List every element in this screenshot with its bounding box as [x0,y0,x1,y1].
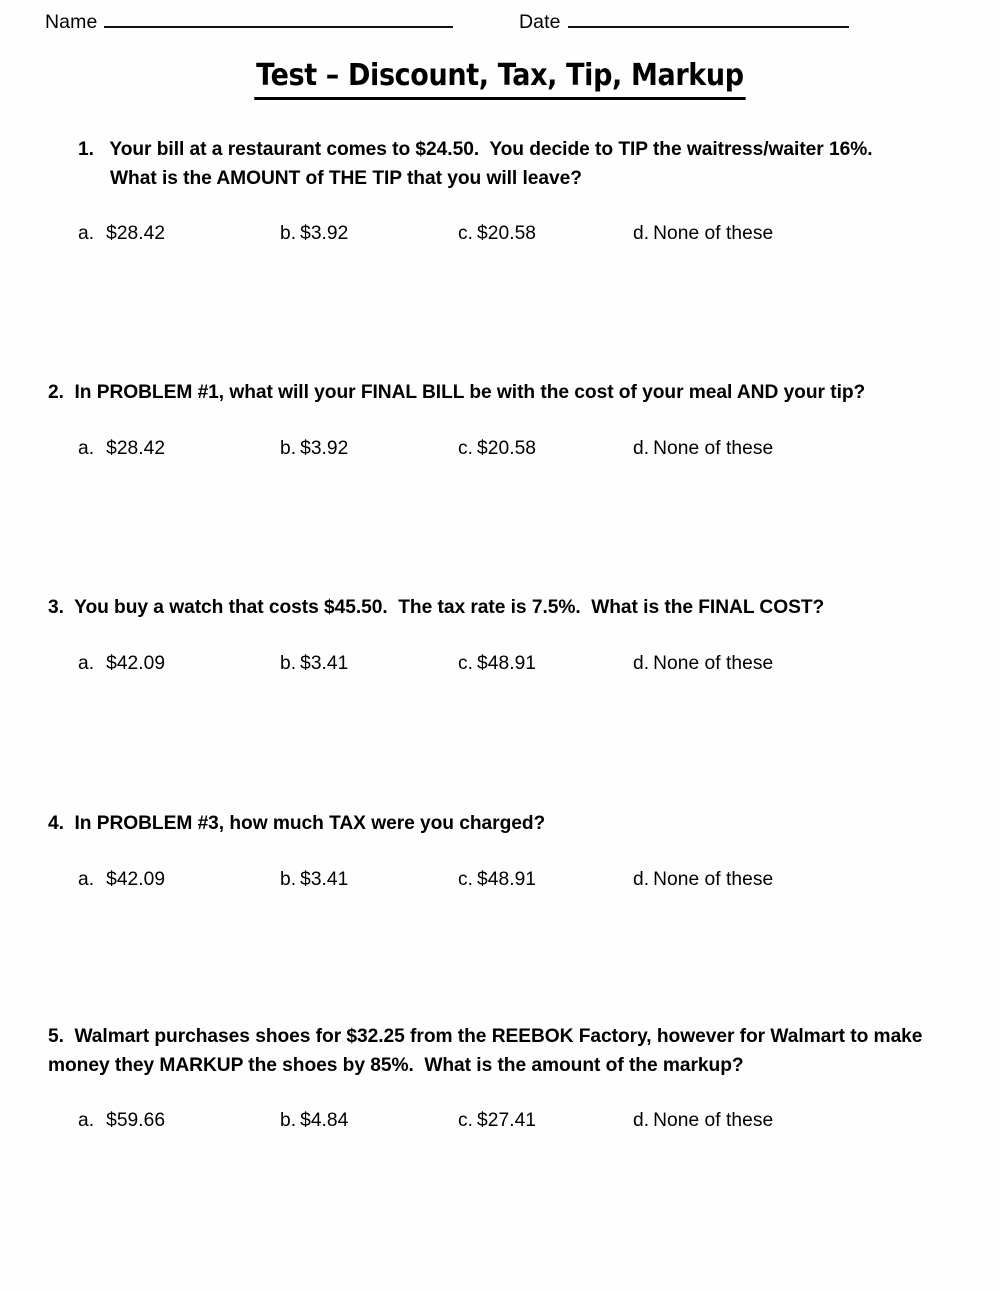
choice-4-a[interactable] [78,865,165,895]
name-write-line[interactable] [104,8,453,28]
choice-4-b-letter: b. [280,868,297,890]
choice-2-a[interactable] [78,434,165,464]
choice-2-c-letter: c. [458,437,474,459]
question-text-2: 2. In PROBLEM #1, what will your FINAL BILL be with the cost of your meal AND your tip? [48,382,866,403]
choice-3-d-letter: d. [633,652,650,674]
choice-3-d[interactable] [633,649,773,679]
choice-1-a-letter: a. [78,223,95,244]
choice-1-b[interactable] [280,219,348,249]
choice-5-d-value: None of these [653,1110,774,1131]
choice-3-c[interactable] [458,649,536,679]
question-text-3: 3. You buy a watch that costs $45.50. The tax rate is 7.5%. What is the FINAL COST? [48,597,825,618]
answer-choices-1 [0,219,1000,249]
question-block-3 [0,594,1000,679]
choice-5-c-value: $27.41 [477,1110,537,1131]
choice-3-a-letter: a. [78,652,95,674]
choice-1-d-letter: d. [633,223,650,244]
question-block-2 [0,379,1000,464]
answer-choices-4 [0,865,1000,895]
answer-choices-3 [0,649,1000,679]
choice-4-d-value: None of these [653,868,774,890]
choice-5-b-letter: b. [280,1110,297,1131]
choice-3-b-letter: b. [280,652,297,674]
name-label: Name [45,11,98,33]
choice-3-b-value: $3.41 [300,652,349,674]
choice-2-d-letter: d. [633,437,650,459]
question-block-1 [0,136,1000,249]
choice-2-c-value: $20.58 [477,437,537,459]
choice-5-d-letter: d. [633,1110,650,1131]
choice-4-d[interactable] [633,865,773,895]
choice-3-a-value: $42.09 [106,652,166,674]
date-field[interactable] [519,8,849,34]
choice-5-b[interactable] [280,1106,348,1136]
choice-5-d[interactable] [633,1106,773,1136]
choice-3-c-value: $48.91 [477,652,537,674]
choice-5-a-letter: a. [78,1110,95,1131]
question-text-5: 5. Walmart purchases shoes for $32.25 from the REEBOK Factory, however for Walmart to make money they MARKUP the shoes by 85%. What is the amount of the markup? [48,1026,928,1076]
choice-2-d-value: None of these [653,437,774,459]
choice-1-a[interactable] [78,219,165,249]
choice-5-b-value: $4.84 [300,1110,349,1131]
choice-3-c-letter: c. [458,652,474,674]
choice-2-b[interactable] [280,434,348,464]
choice-4-b-value: $3.41 [300,868,349,890]
question-text-1: 1. Your bill at a restaurant comes to $24.50. You decide to TIP the waitress/waiter 16%. What is the AMOUNT of THE TIP that you will leave? [78,139,884,189]
choice-2-a-value: $28.42 [106,437,166,459]
choice-1-c-letter: c. [458,223,474,244]
choice-1-c[interactable] [458,219,536,249]
choice-3-d-value: None of these [653,652,774,674]
choice-1-b-value: $3.92 [300,223,349,244]
choice-2-b-value: $3.92 [300,437,349,459]
choice-5-a[interactable] [78,1106,165,1136]
page-title: Test – Discount, Tax, Tip, Markup [254,58,745,100]
choice-1-a-value: $28.42 [106,223,166,244]
choice-2-b-letter: b. [280,437,297,459]
choice-2-a-letter: a. [78,437,95,459]
date-write-line[interactable] [568,8,849,28]
choice-4-c-value: $48.91 [477,868,537,890]
answer-choices-2 [0,434,1000,464]
worksheet-header [0,8,1000,42]
choice-1-d[interactable] [633,219,773,249]
choice-5-a-value: $59.66 [106,1110,166,1131]
choice-5-c-letter: c. [458,1110,474,1131]
choice-4-a-letter: a. [78,868,95,890]
choice-4-c[interactable] [458,865,536,895]
choice-3-b[interactable] [280,649,348,679]
choice-4-d-letter: d. [633,868,650,890]
question-block-4 [0,810,1000,895]
page-title-wrapper [0,58,1000,100]
question-block-5 [0,1023,1000,1136]
question-text-4: 4. In PROBLEM #3, how much TAX were you charged? [48,813,546,834]
choice-4-a-value: $42.09 [106,868,166,890]
answer-choices-5 [0,1106,1000,1136]
choice-4-b[interactable] [280,865,348,895]
choice-1-c-value: $20.58 [477,223,537,244]
choice-5-c[interactable] [458,1106,536,1136]
choice-2-d[interactable] [633,434,773,464]
choice-2-c[interactable] [458,434,536,464]
choice-4-c-letter: c. [458,868,474,890]
choice-1-d-value: None of these [653,223,774,244]
name-field[interactable] [45,8,453,34]
choice-3-a[interactable] [78,649,165,679]
choice-1-b-letter: b. [280,223,297,244]
date-label: Date [519,11,561,33]
